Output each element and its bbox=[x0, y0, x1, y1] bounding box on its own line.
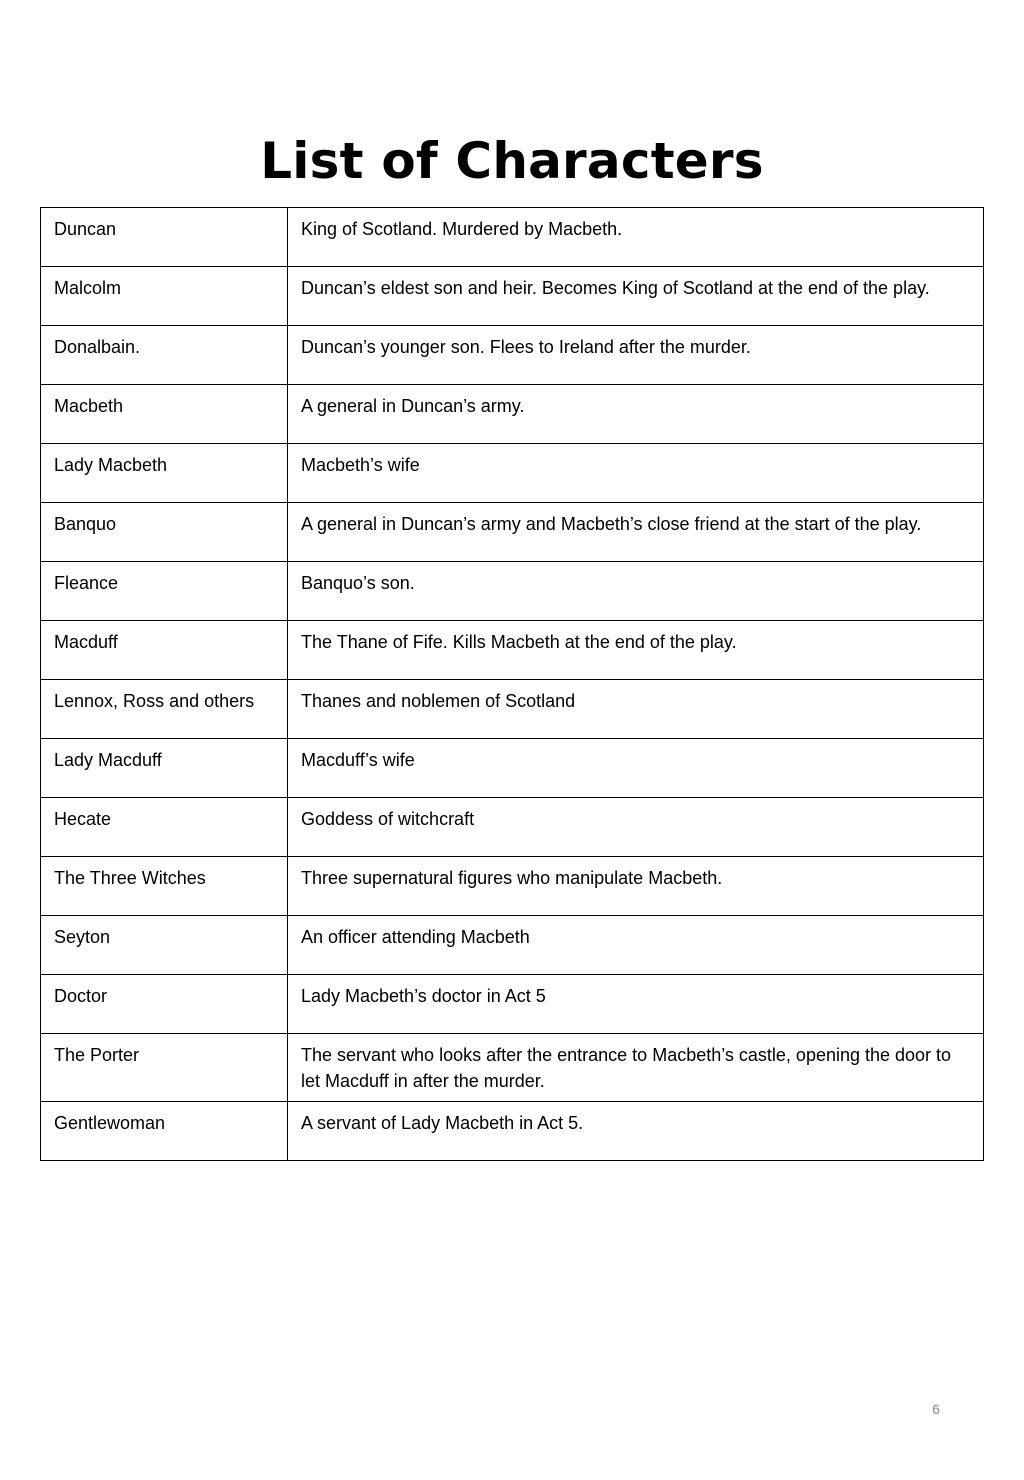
table-row bbox=[41, 562, 984, 621]
character-description: King of Scotland. Murdered by Macbeth. bbox=[288, 208, 984, 267]
character-name: Fleance bbox=[41, 562, 288, 621]
table-row bbox=[41, 326, 984, 385]
table-row bbox=[41, 503, 984, 562]
character-name: Duncan bbox=[41, 208, 288, 267]
character-name: Donalbain. bbox=[41, 326, 288, 385]
character-description: Macduff’s wife bbox=[288, 739, 984, 798]
character-description: Banquo’s son. bbox=[288, 562, 984, 621]
table-row bbox=[41, 621, 984, 680]
character-name: Macbeth bbox=[41, 385, 288, 444]
table-row bbox=[41, 798, 984, 857]
character-name: The Porter bbox=[41, 1034, 288, 1102]
table-row bbox=[41, 916, 984, 975]
character-description: Duncan’s younger son. Flees to Ireland after the murder. bbox=[288, 326, 984, 385]
table-row bbox=[41, 208, 984, 267]
character-name: Malcolm bbox=[41, 267, 288, 326]
page-title: List of Characters bbox=[260, 132, 764, 190]
character-description: A general in Duncan’s army and Macbeth’s close friend at the start of the play. bbox=[288, 503, 984, 562]
character-name: Lennox, Ross and others bbox=[41, 680, 288, 739]
character-description: Macbeth’s wife bbox=[288, 444, 984, 503]
table-row bbox=[41, 267, 984, 326]
character-description: The Thane of Fife. Kills Macbeth at the end of the play. bbox=[288, 621, 984, 680]
table-row bbox=[41, 1034, 984, 1102]
table-row bbox=[41, 1102, 984, 1161]
table-row bbox=[41, 680, 984, 739]
character-description: Goddess of witchcraft bbox=[288, 798, 984, 857]
page-number: 6 bbox=[932, 1401, 940, 1417]
table-row bbox=[41, 444, 984, 503]
character-description: A servant of Lady Macbeth in Act 5. bbox=[288, 1102, 984, 1161]
character-name: Seyton bbox=[41, 916, 288, 975]
character-description: The servant who looks after the entrance to Macbeth’s castle, opening the door to let Macduff in after the murder. bbox=[288, 1034, 984, 1102]
character-name: Hecate bbox=[41, 798, 288, 857]
table-row bbox=[41, 975, 984, 1034]
character-name: Macduff bbox=[41, 621, 288, 680]
table-row bbox=[41, 739, 984, 798]
character-name: Banquo bbox=[41, 503, 288, 562]
character-name: Lady Macduff bbox=[41, 739, 288, 798]
character-description: Three supernatural figures who manipulate Macbeth. bbox=[288, 857, 984, 916]
character-description: Thanes and noblemen of Scotland bbox=[288, 680, 984, 739]
character-description: A general in Duncan’s army. bbox=[288, 385, 984, 444]
character-description: Lady Macbeth’s doctor in Act 5 bbox=[288, 975, 984, 1034]
table-row bbox=[41, 857, 984, 916]
character-table bbox=[40, 207, 984, 1161]
table-row bbox=[41, 385, 984, 444]
character-name: The Three Witches bbox=[41, 857, 288, 916]
character-description: Duncan’s eldest son and heir. Becomes King of Scotland at the end of the play. bbox=[288, 267, 984, 326]
character-description: An officer attending Macbeth bbox=[288, 916, 984, 975]
character-name: Lady Macbeth bbox=[41, 444, 288, 503]
character-name: Gentlewoman bbox=[41, 1102, 288, 1161]
character-name: Doctor bbox=[41, 975, 288, 1034]
